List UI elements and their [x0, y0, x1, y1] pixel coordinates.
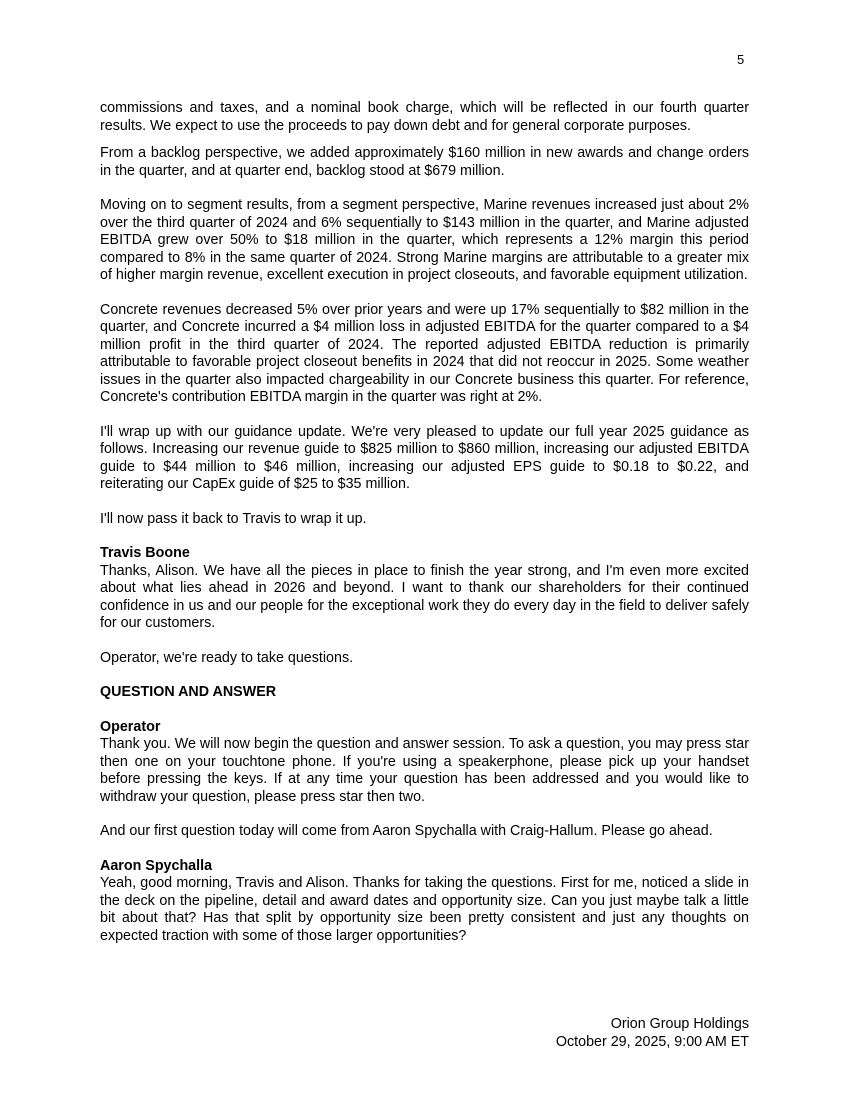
paragraph: Thanks, Alison. We have all the pieces in place to finish the year strong, and I'm even more excited about what lies ahead in 2026 and beyond. I want to thank our shareholders for their continued confidence in us and our people for the exceptional work they do every day in the field to deliver safely for our customers.	[100, 562, 749, 631]
paragraph: And our first question today will come from Aaron Spychalla with Craig-Hallum. Please go ahead.	[100, 823, 713, 839]
paragraph: From a backlog perspective, we added approximately $160 million in new awards and change orders in the quarter, and at quarter end, backlog stood at $679 million.	[100, 145, 749, 179]
paragraph: I'll wrap up with our guidance update. We're very pleased to update our full year 2025 guidance as follows. Increasing our revenue guide to $825 million to $860 million, increasing our adjusted EBITDA guide to $44 million to $46 million, increasing our adjusted EPS guide to $0.18 to $0.22, and reiterating our CapEx guide of $25 to $35 million.	[100, 423, 749, 492]
paragraph: Thank you. We will now begin the question and answer session. To ask a question, you may press star then one on your touchtone phone. If you're using a speakerphone, please pick up your handset before pressing the keys. If at any time your question has been addressed and you would like to withdraw your question, please press star then two.	[100, 736, 749, 805]
section-heading: QUESTION AND ANSWER	[100, 684, 277, 700]
page-number: 5	[737, 52, 745, 67]
footer-date: October 29, 2025, 9:00 AM ET	[555, 1034, 749, 1050]
paragraph: I'll now pass it back to Travis to wrap it up.	[100, 510, 367, 527]
paragraph: Moving on to segment results, from a segment perspective, Marine revenues increased just about 2% over the third quarter of 2024 and 6% sequentially to $143 million in the quarter, and Marine adjusted EBITDA grew over 50% to $18 million in the quarter, which represents a 12% margin this period compared to 8% in the same quarter of 2024. Strong Marine margins are attributable to a greater mix of higher margin revenue, excellent execution in project closeouts, and favorable equipment utilization.	[100, 197, 749, 283]
speaker-name: Travis Boone	[100, 545, 190, 561]
paragraph: Concrete revenues decreased 5% over prior years and were up 17% sequentially to $82 million in the quarter, and Concrete incurred a $4 million loss in adjusted EBITDA for the quarter compared to a $4 million profit in the third quarter of 2024. The reported adjusted EBITDA reduction is primarily attributable to favorable project closeout benefits in 2024 that did not reoccur in 2025. Some weather issues in the quarter also impacted chargeability in our Concrete business this quarter. For reference, Concrete's contribution EBITDA margin in the quarter was right at 2%.	[100, 301, 749, 405]
footer-company: Orion Group Holdings	[610, 1016, 749, 1032]
transcript-body	[100, 100, 749, 945]
speaker-name: Operator	[100, 718, 161, 735]
paragraph: Operator, we're ready to take questions.	[100, 649, 354, 666]
paragraph: Yeah, good morning, Travis and Alison. Thanks for taking the questions. First for me, noticed a slide in the deck on the pipeline, detail and award dates and opportunity size. Can you just maybe talk a little bit about that? Has that split by opportunity size been pretty consistent and just any thoughts on expected traction with some of those larger opportunities?	[100, 875, 749, 944]
speaker-name: Aaron Spychalla	[100, 857, 213, 874]
paragraph: commissions and taxes, and a nominal book charge, which will be reflected in our fourth quarter results. We expect to use the proceeds to pay down debt and for general corporate purposes.	[100, 100, 749, 134]
page-footer	[556, 1015, 749, 1051]
